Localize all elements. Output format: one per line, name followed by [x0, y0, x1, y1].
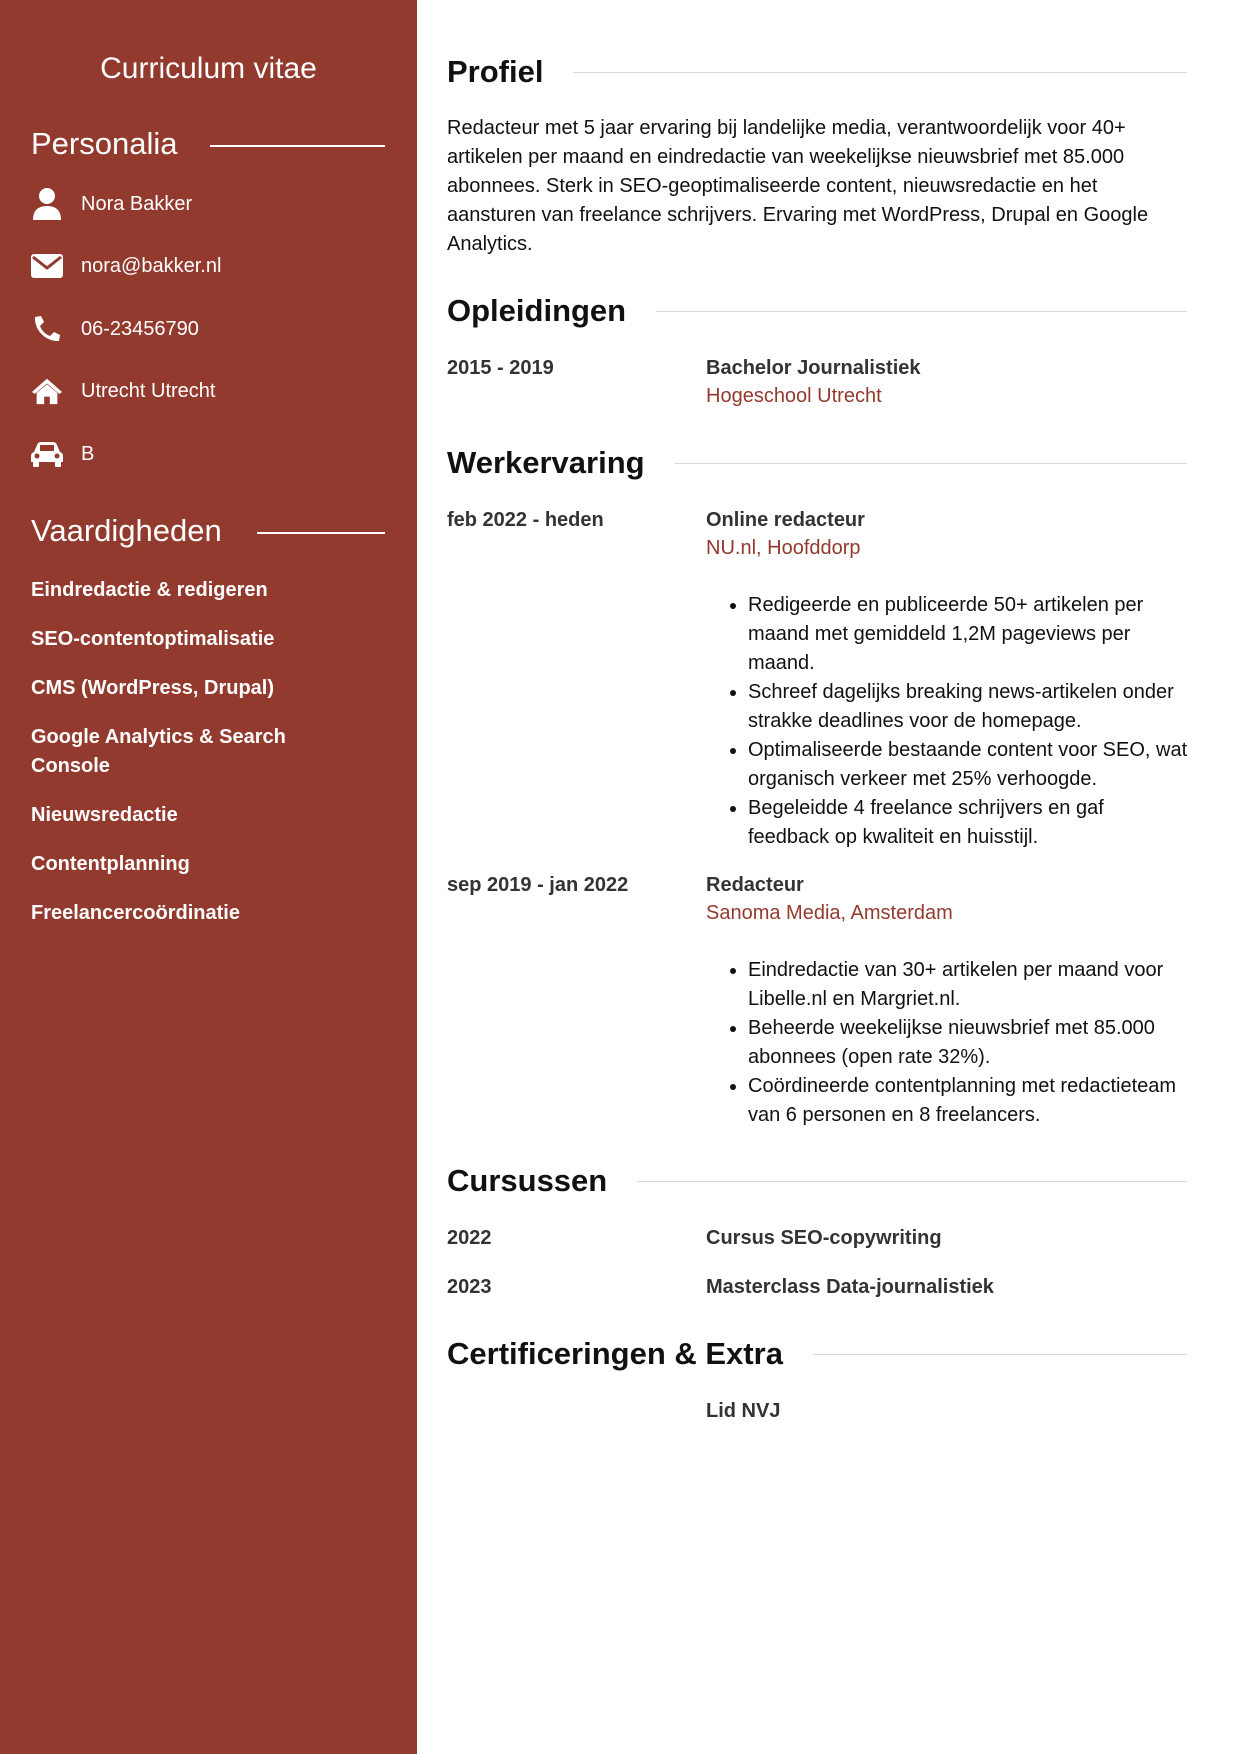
- entry-date: 2015 - 2019: [447, 357, 554, 379]
- courses-section-header: [447, 1161, 1187, 1201]
- entry-title: Bachelor Journalistiek: [706, 357, 921, 379]
- entry-title: Online redacteur: [706, 509, 865, 531]
- car-icon: [31, 438, 63, 470]
- entry-date: feb 2022 - heden: [447, 509, 604, 531]
- skills-heading: Vaardigheden: [31, 513, 222, 548]
- bullet-item: • Beheerde weekelijkse nieuwsbrief met 85.000 abonnees (open rate 32%).: [748, 1014, 1188, 1072]
- skill-item: Google Analytics & Search Console: [31, 726, 286, 777]
- entry-organization: NU.nl, Hoofddorp: [706, 537, 861, 559]
- experience-entry: [447, 509, 1187, 849]
- user-icon: [31, 188, 63, 220]
- contact-license-text: B: [81, 442, 95, 465]
- contact-name-text: Nora Bakker: [81, 192, 193, 215]
- entry-title: Lid NVJ: [706, 1400, 781, 1422]
- experience-section-header: [447, 443, 1187, 483]
- course-entry: [447, 1227, 1187, 1257]
- course-entry: [447, 1276, 1187, 1306]
- entry-date: sep 2019 - jan 2022: [447, 874, 629, 896]
- entry-date: 2022: [447, 1227, 492, 1249]
- contact-phone-text[interactable]: 06-23456790: [81, 317, 199, 340]
- education-entry: [447, 357, 1187, 417]
- experience-entry: [447, 874, 1187, 1134]
- extra-entry: [447, 1400, 1187, 1430]
- bullet-item: • Redigeerde en publiceerde 50+ artikelen per maand met gemiddeld 1,2M pageviews per maand.: [748, 591, 1188, 678]
- skill-item: Freelancercoördinatie: [31, 902, 240, 924]
- skills-divider: [257, 532, 385, 534]
- bullet-item: • Schreef dagelijks breaking news-artikelen onder strakke deadlines voor de homepage.: [748, 678, 1188, 736]
- skills-list: [31, 576, 391, 948]
- profile-text: Redacteur met 5 jaar ervaring bij landelijke media, verantwoordelijk voor 40+ artikelen per maand en eindredactie van weekelijkse nieuwsbrief met 85.000 abonnees. Sterk in SEO-geoptimaliseerde content, nieuwsredactie en het aansturen van freelance schrijvers. Ervaring met WordPress, Drupal en Google Analytics.: [447, 117, 1149, 255]
- entry-bullets: [706, 956, 1188, 1130]
- contact-address: [31, 374, 215, 408]
- entry-title: Cursus SEO-copywriting: [706, 1227, 942, 1249]
- entry-bullets: [706, 591, 1188, 852]
- extra-section-header: [447, 1334, 1187, 1374]
- entry-date: 2023: [447, 1276, 492, 1298]
- contact-address-text: Utrecht Utrecht: [81, 379, 216, 402]
- entry-organization: Hogeschool Utrecht: [706, 385, 882, 407]
- personalia-heading: Personalia: [31, 126, 178, 161]
- contact-email-text[interactable]: nora@bakker.nl: [81, 254, 222, 277]
- entry-organization: Sanoma Media, Amsterdam: [706, 902, 953, 924]
- extra-heading: Certificeringen & Extra: [447, 1334, 813, 1374]
- bullet-item: • Optimaliseerde bestaande content voor SEO, wat organisch verkeer met 25% verhoogde.: [748, 736, 1188, 794]
- contact-license: [31, 437, 94, 471]
- bullet-item: • Coördineerde contentplanning met redactieteam van 6 personen en 8 freelancers.: [748, 1072, 1188, 1130]
- skill-item: Contentplanning: [31, 853, 190, 875]
- contact-email[interactable]: [31, 249, 221, 283]
- education-section-header: [447, 291, 1187, 331]
- phone-icon: [31, 313, 63, 345]
- education-heading: Opleidingen: [447, 291, 656, 331]
- entry-title: Masterclass Data-journalistiek: [706, 1276, 994, 1298]
- skill-item: Nieuwsredactie: [31, 804, 178, 826]
- bullet-item: • Begeleidde 4 freelance schrijvers en gaf feedback op kwaliteit en huisstijl.: [748, 794, 1188, 852]
- courses-heading: Cursussen: [447, 1161, 637, 1201]
- contact-name: [31, 187, 192, 221]
- cv-title: Curriculum vitae: [100, 52, 317, 85]
- sidebar: [0, 0, 417, 1754]
- skill-item: CMS (WordPress, Drupal): [31, 677, 274, 699]
- skill-item: SEO-contentoptimalisatie: [31, 628, 275, 650]
- home-icon: [31, 375, 63, 407]
- experience-heading: Werkervaring: [447, 443, 675, 483]
- profile-heading: Profiel: [447, 52, 573, 92]
- profile-section-header: [447, 52, 1187, 92]
- bullet-item: • Eindredactie van 30+ artikelen per maand voor Libelle.nl en Margriet.nl.: [748, 956, 1188, 1014]
- entry-title: Redacteur: [706, 874, 804, 896]
- personalia-divider: [210, 145, 385, 147]
- envelope-icon: [31, 250, 63, 282]
- contact-phone[interactable]: [31, 312, 199, 346]
- skill-item: Eindredactie & redigeren: [31, 579, 268, 601]
